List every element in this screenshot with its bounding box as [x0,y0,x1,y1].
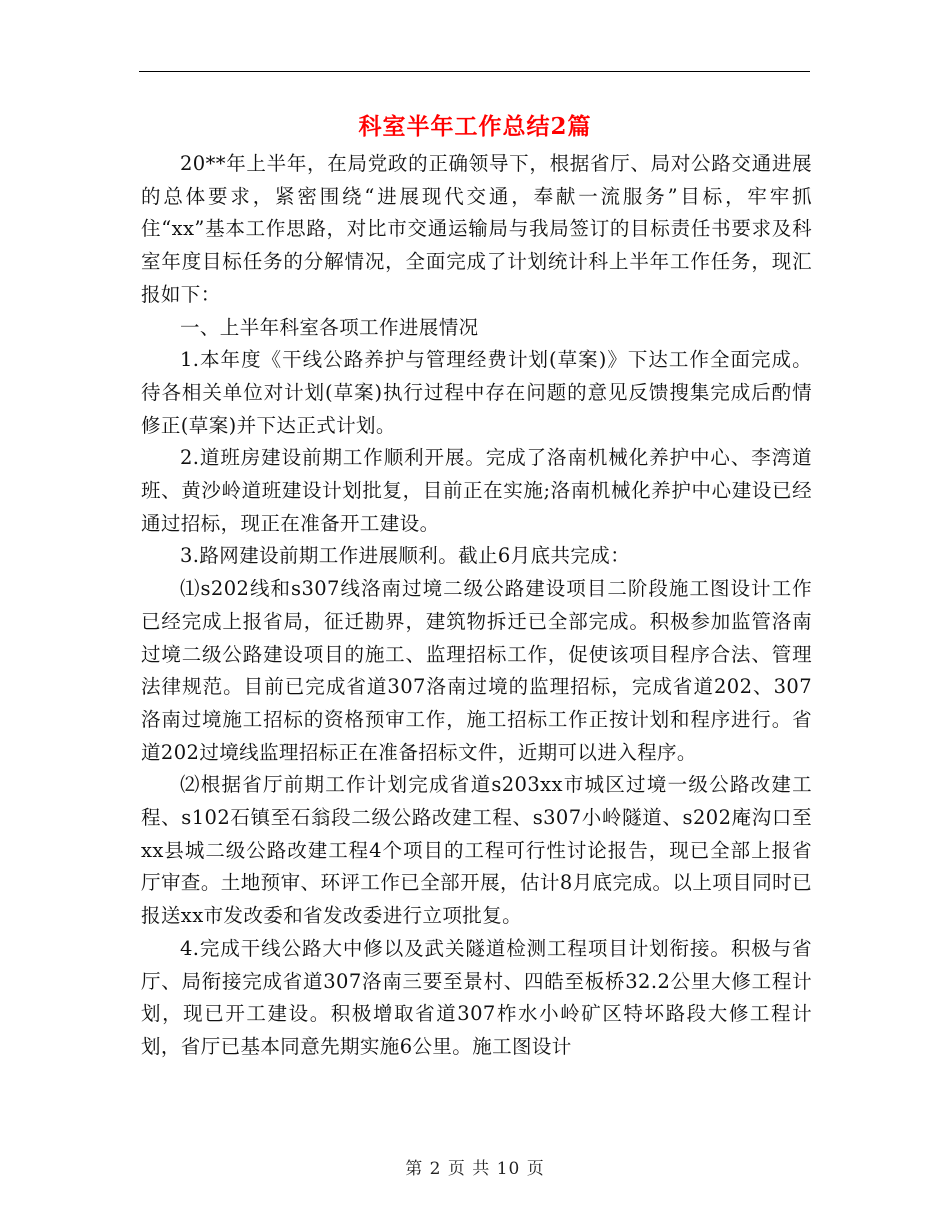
item-4-paragraph: 4.完成干线公路大中修以及武关隧道检测工程项目计划衔接。积极与省厅、局衔接完成省道307洛南三要至景村、四皓至板桥32.2公里大修工程计划，现已开工建设。积极增取省道307柞水小岭矿区特坏路段大修工程计划，省厅已基本同意先期实施6公里。施工图设计 [141,936,812,1058]
document-title: 科室半年工作总结2篇 [358,113,592,140]
item-2-paragraph: 2.道班房建设前期工作顺利开展。完成了洛南机械化养护中心、李湾道班、黄沙岭道班建设计划批复，目前正在实施;洛南机械化养护中心建设已经通过招标，现正在准备开工建设。 [141,446,812,535]
item-1-paragraph: 1.本年度《干线公路养护与管理经费计划(草案)》下达工作全面完成。待各相关单位对计划(草案)执行过程中存在问题的意见反馈搜集完成后酌情修正(草案)并下达正式计划。 [141,348,812,437]
item-3-paragraph: 3.路网建设前期工作进展顺利。截止6月底共完成： [180,544,631,568]
subitem-1-paragraph: ⑴s202线和s307线洛南过境二级公路建设项目二阶段施工图设计工作已经完成上报省局，征迁勘界，建筑物拆迁已全部完成。积极参加监管洛南过境二级公路建设项目的施工、监理招标工作，促使该项目程序合法、管理法律规范。目前已完成省道307洛南过境的监理招标，完成省道202、307洛南过境施工招标的资格预审工作，施工招标工作正按计划和程序进行。省道202过境线监理招标正在准备招标文件，近期可以进入程序。 [141,577,812,764]
subitem-2-paragraph: ⑵根据省厅前期工作计划完成省道s203xx市城区过境一级公路改建工程、s102石镇至石翁段二级公路改建工程、s307小岭隧道、s202庵沟口至xx县城二级公路改建工程4个项目的工程可行性讨论报告，现已全部上报省厅审查。土地预审、环评工作已全部开展，估计8月底完成。以上项目同时已报送xx市发改委和省发改委进行立项批复。 [141,773,812,928]
section-heading-1: 一、上半年科室各项工作进展情况 [180,315,479,339]
header-rule [139,71,810,72]
intro-paragraph: 20**年上半年，在局党政的正确领导下，根据省厅、局对公路交通进展的总体要求，紧密围绕“进展现代交通，奉献一流服务”目标，牢牢抓住“xx”基本工作思路，对比市交通运输局与我局签订的目标责任书要求及科室年度目标任务的分解情况，全面完成了计划统计科上半年工作任务，现汇报如下： [141,152,812,306]
document-body [141,148,812,1064]
page-number-footer: 第 2 页 共 10 页 [405,1159,545,1179]
